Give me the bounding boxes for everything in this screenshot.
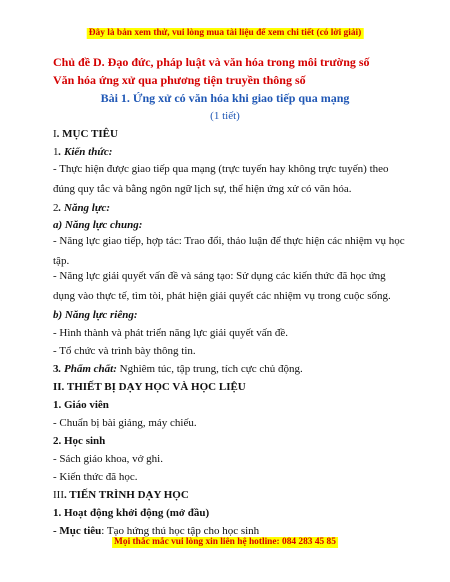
item-label: . Năng lực: (58, 202, 111, 214)
general-ability-heading: a) Năng lực chung: (53, 219, 143, 231)
item-number: 2 (53, 202, 59, 214)
section-process-heading (53, 489, 405, 502)
ability-heading (53, 202, 405, 215)
section-number: III (53, 489, 64, 501)
specific-ability-item: - Tổ chức và trình bày thông tin. (53, 345, 196, 357)
student-item: - Sách giáo khoa, vở ghi. (53, 453, 163, 465)
item-label: . Kiến thức: (58, 146, 113, 158)
section-equipment-heading: II. THIẾT BỊ DẠY HỌC VÀ HỌC LIỆU (53, 381, 246, 393)
preview-notice-banner: Đây là bản xem thử, vui lòng mua tài liệu để xem chi tiết (có lời giải) (88, 28, 362, 38)
student-heading: 2. Học sinh (53, 435, 106, 447)
specific-ability-heading: b) Năng lực riêng: (53, 309, 138, 321)
section-title: . TIẾN TRÌNH DẠY HỌC (64, 489, 189, 501)
specific-ability-item: - Hình thành và phát triển năng lực giải quyết vấn đề. (53, 327, 289, 339)
section-number: I (53, 128, 57, 140)
quality-line (53, 363, 405, 376)
item-label: . Phẩm chất: (58, 363, 117, 375)
teacher-heading: 1. Giáo viên (53, 399, 109, 411)
teacher-item: - Chuẩn bị bài giảng, máy chiếu. (53, 417, 197, 429)
hotline-banner: Mọi thắc mắc vui lòng xin liên hệ hotline: 084 283 45 85 (114, 537, 336, 547)
lesson-duration: (1 tiết) (210, 110, 240, 122)
knowledge-heading (53, 146, 405, 159)
general-ability-item: - Năng lực giao tiếp, hợp tác: Trao đổi, thảo luận để thực hiện các nhiệm vụ học tập. (53, 235, 405, 267)
goal-text: : Tạo hứng thú học tập cho học sinh (101, 525, 260, 537)
item-number: 1 (53, 146, 59, 158)
goal-label: - Mục tiêu (53, 525, 102, 537)
subtopic-heading: Văn hóa ứng xử qua phương tiện truyền thông số (53, 73, 306, 87)
item-number: 3 (53, 363, 59, 375)
lesson-title: Bài 1. Ứng xử có văn hóa khi giao tiếp qua mạng (100, 91, 350, 105)
student-item: - Kiến thức đã học. (53, 471, 138, 483)
activity-heading: 1. Hoạt động khởi động (mở đầu) (53, 507, 210, 519)
quality-text: Nghiêm túc, tập trung, tích cực chủ động. (116, 363, 303, 375)
knowledge-paragraph: - Thực hiện được giao tiếp qua mạng (trực tuyến hay không trực tuyến) theo đúng quy tắc và bằng ngôn ngữ lịch sự, thể hiện ứng xử có văn hóa. (53, 163, 389, 195)
section-objectives-heading (53, 128, 405, 141)
topic-heading: Chủ đề D. Đạo đức, pháp luật và văn hóa trong môi trường số (53, 55, 370, 69)
section-title: . MỤC TIÊU (56, 128, 118, 140)
general-ability-item: - Năng lực giải quyết vấn đề và sáng tạo: Sử dụng các kiến thức đã học ứng dụng vào thực tế, tìm tòi, phát hiện giải quyết các nhiệm vụ trong cuộc sống. (53, 270, 391, 302)
